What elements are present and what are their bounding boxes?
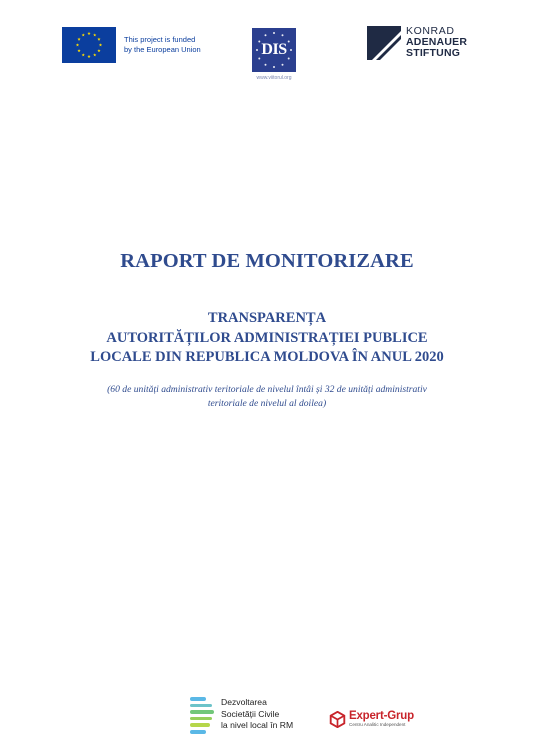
expert-grup-tagline: Centru Analitic Independent: [349, 722, 406, 727]
stacked-bars-icon: [190, 697, 214, 737]
dsc-text: [221, 697, 293, 732]
hexagon-cube-icon: [329, 711, 346, 728]
dsc-bar: [190, 717, 212, 721]
scope-note: [0, 383, 534, 410]
kas-mark-icon: [367, 26, 401, 60]
dis-logo-mark: [252, 28, 296, 72]
eu-star: [97, 49, 100, 52]
kas-line-2: ADENAUER: [406, 36, 468, 48]
eu-funding-line-2: by the European Union: [124, 45, 201, 54]
eu-funding-logo: [62, 27, 201, 63]
kas-logo: [367, 26, 467, 60]
eu-star: [93, 53, 96, 56]
dsc-bar: [190, 730, 206, 734]
eu-star: [87, 55, 90, 58]
dsc-line-3: la nivel local în RM: [221, 720, 294, 730]
eu-funding-line-1: This project is funded: [124, 35, 196, 44]
eu-star: [82, 53, 85, 56]
kas-text: [406, 26, 467, 59]
eu-funding-text: [124, 35, 201, 55]
subtitle-line: AUTORITĂȚILOR ADMINISTRAȚIEI PUBLICE: [106, 329, 428, 346]
expert-grup-text: [349, 711, 414, 728]
scope-note-line: teritoriale de nivelul al doilea): [207, 397, 327, 409]
eu-star: [93, 33, 96, 36]
dsc-bar: [190, 704, 212, 708]
eu-flag-icon: [62, 27, 116, 63]
eu-star: [97, 38, 100, 41]
subtitle-line: LOCALE DIN REPUBLICA MOLDOVA ÎN ANUL 2020: [90, 349, 444, 365]
dsc-bar: [190, 710, 214, 714]
eu-star: [87, 32, 90, 35]
dis-stars-ring: [252, 28, 296, 72]
dsc-line-2: Societății Civile: [221, 708, 280, 719]
eu-star: [82, 33, 85, 36]
eu-star: [77, 49, 80, 52]
expert-grup-logo: [329, 711, 414, 728]
eu-star: [99, 43, 102, 46]
subtitle-line: TRANSPARENȚA: [207, 310, 327, 326]
scope-note-line: (60 de unități administrativ teritoriale de nivelul întâi și 32 de unități administrativ: [107, 384, 427, 395]
dis-logo-text: DIS: [261, 41, 287, 58]
dsc-bar: [190, 723, 210, 727]
eu-star: [76, 43, 79, 46]
kas-line-3: STIFTUNG: [406, 47, 461, 59]
dsc-bar: [190, 697, 206, 701]
dsc-logo: [190, 697, 293, 737]
kas-line-1: KONRAD: [406, 25, 455, 37]
expert-grup-name: Expert-Grup: [349, 710, 414, 722]
dsc-line-1: Dezvoltarea: [221, 697, 267, 707]
dis-viitorul-logo: [251, 28, 297, 81]
page-title: RAPORT DE MONITORIZARE: [120, 250, 414, 272]
report-subtitle: [0, 309, 534, 368]
dis-website: www.viitorul.org: [256, 75, 292, 81]
eu-star: [77, 38, 80, 41]
